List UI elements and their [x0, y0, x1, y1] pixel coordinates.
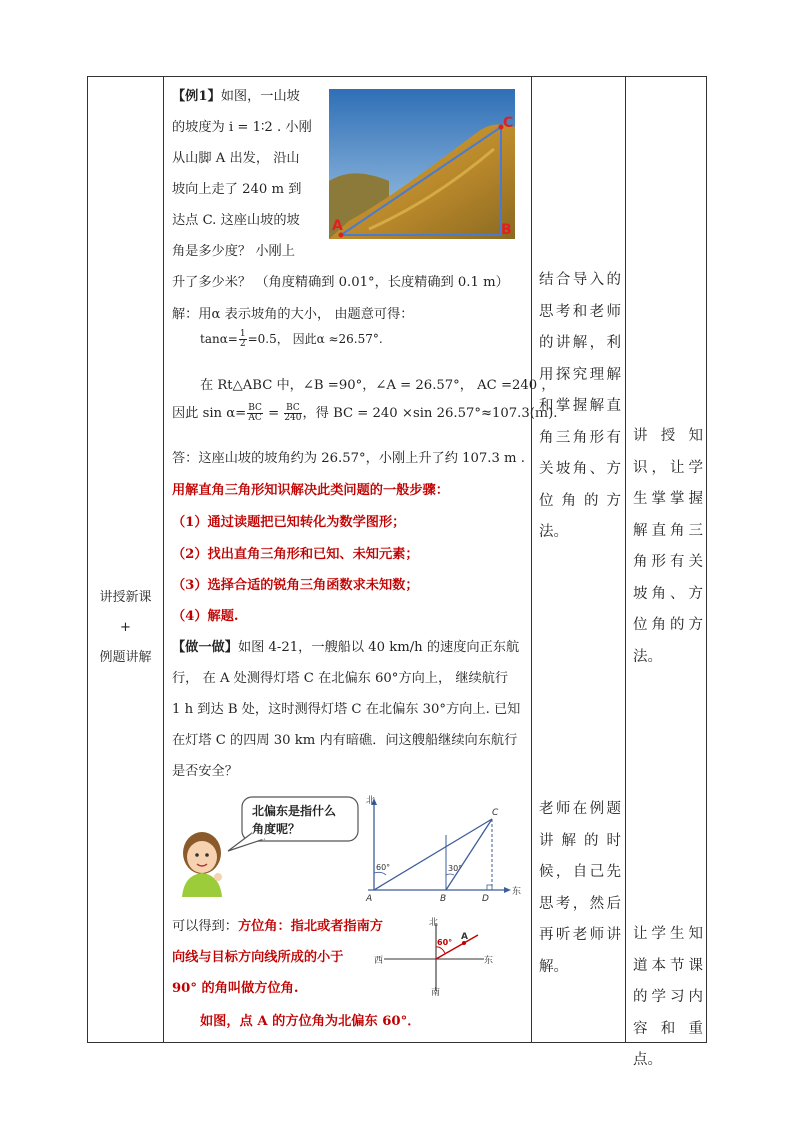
solution-line-1: 解：用α 表示坡角的大小， 由题意可得：	[172, 307, 414, 322]
compass-north: 北	[429, 918, 439, 928]
design-intent-2: 让学生知道本节课的学习内容和重点。	[633, 926, 703, 1068]
student-activity-1: 结合导入的思考和老师的讲解，利用探究理解和掌握解直角三角形有关坡角、方位角的方法。	[539, 272, 621, 540]
example-line-5: 达点 C. 这座山坡的坡	[172, 213, 300, 228]
stage-label	[88, 583, 163, 673]
step-1: （1）通过读题把已知转化为数学图形；	[172, 515, 406, 530]
design-intent-1: 讲授知识，让学生掌掌握解直角三角形有关坡角、方位角的方法。	[633, 428, 703, 665]
bubble-line-1: 北偏东是指什么	[252, 804, 337, 818]
fraction-bc-ac: $\frac{BC}{AC}$	[248, 403, 262, 423]
example-line-3: 从山脚 A 出发， 沿山	[172, 151, 300, 166]
bearing-line-3: 90° 的角叫做方位角.	[172, 981, 299, 996]
tryit-line-5: 是否安全？	[172, 764, 238, 779]
solution-line-3: 在 Rt△ABC 中，∠B =90°，∠A = 26.57°， AC =240 ，	[200, 378, 555, 393]
tryit-line-1: 【做一做】如图 4-21，一艘船以 40 km/h 的速度向正东航	[172, 640, 520, 655]
example-line-6: 角是多少度？ 小刚上	[172, 244, 295, 259]
student-illustration	[172, 789, 372, 897]
compass-east: 东	[484, 956, 494, 966]
tryit-line-3: 1 h 到达 B 处，这时测得灯塔 C 在北偏东 30°方向上. 已知	[172, 702, 521, 717]
solution-line-4: 因此 sin α= $\frac{BC}{AC}$ = $\frac{BC}{240}$ ，得 BC = 240 ×sin 26.57°≈107.3(ｍ).	[172, 403, 558, 423]
fraction-bc-240: $\frac{BC}{240}$	[284, 403, 302, 423]
lesson-table	[87, 76, 707, 1068]
fig-ang60: 60°	[376, 863, 391, 872]
step-3: （3）选择合适的锐角三角函数求未知数；	[172, 578, 419, 593]
example-line-2: 的坡度为 i = 1∶2 . 小刚	[172, 120, 312, 135]
fig-d: D	[482, 894, 489, 904]
example-line-1: 【例1】如图，一山坡	[172, 89, 300, 104]
example-line-7: 升了多少米？ （角度精确到 0.01°，长度精确到 0.1 m）	[172, 275, 509, 290]
fig-a: A	[366, 894, 373, 904]
example-line-4: 坡向上走了 240 m 到	[172, 182, 302, 197]
fig-c: C	[492, 808, 499, 818]
compass-a: A	[461, 932, 468, 942]
stage-column	[88, 77, 163, 1042]
solution-answer: 答：这座山坡的坡角约为 26.57°，小刚上升了约 107.3 m .	[172, 451, 525, 466]
stage-line-2: +	[120, 620, 131, 635]
bearing-line-2: 向线与目标方向线所成的小于	[172, 950, 344, 965]
bearing-line-1: 可以得到：方位角：指北或者指南方	[172, 919, 383, 934]
compass-angle: 60°	[437, 938, 453, 947]
solution-line-2: tanα= $\frac{1}{2}$ =0.5， 因此α ≈26.57°.	[200, 329, 383, 349]
fig-north: 北	[366, 796, 376, 806]
fig-b: B	[440, 894, 447, 904]
fraction-1-2: $\frac{1}{2}$	[239, 329, 246, 349]
fig-east: 东	[512, 887, 522, 897]
fig-ang30: 30°	[448, 864, 463, 873]
bearing-line-4: 如图，点 A 的方位角为北偏东 60°．	[200, 1014, 421, 1029]
tryit-line-2: 行， 在 A 处测得灯塔 C 在北偏东 60°方向上， 继续航行	[172, 671, 509, 686]
photo-label-a: A	[332, 218, 343, 234]
stage-line-1: 讲授新课	[99, 590, 152, 605]
step-4: （4）解题.	[172, 609, 239, 624]
compass-diagram	[374, 917, 494, 997]
steps-title: 用解直角三角形知识解决此类问题的一般步骤：	[172, 483, 449, 498]
figure-4-21	[364, 795, 524, 905]
stage-line-3: 例题讲解	[99, 650, 152, 665]
compass-south: 南	[431, 988, 441, 997]
photo-label-c: C	[503, 115, 514, 131]
photo-label-b: B	[501, 222, 512, 238]
tryit-line-4: 在灯塔 C 的四周 30 km 内有暗礁．问这艘船继续向东航行	[172, 733, 518, 748]
bubble-line-2: 角度呢？	[252, 822, 301, 836]
compass-west: 西	[374, 956, 384, 966]
slope-photo	[329, 89, 515, 239]
step-2: （2）找出直角三角形和已知、未知元素；	[172, 547, 419, 562]
student-activity-2: 老师在例题讲解的时候，自己先思考，然后再听老师讲解。	[539, 801, 621, 975]
